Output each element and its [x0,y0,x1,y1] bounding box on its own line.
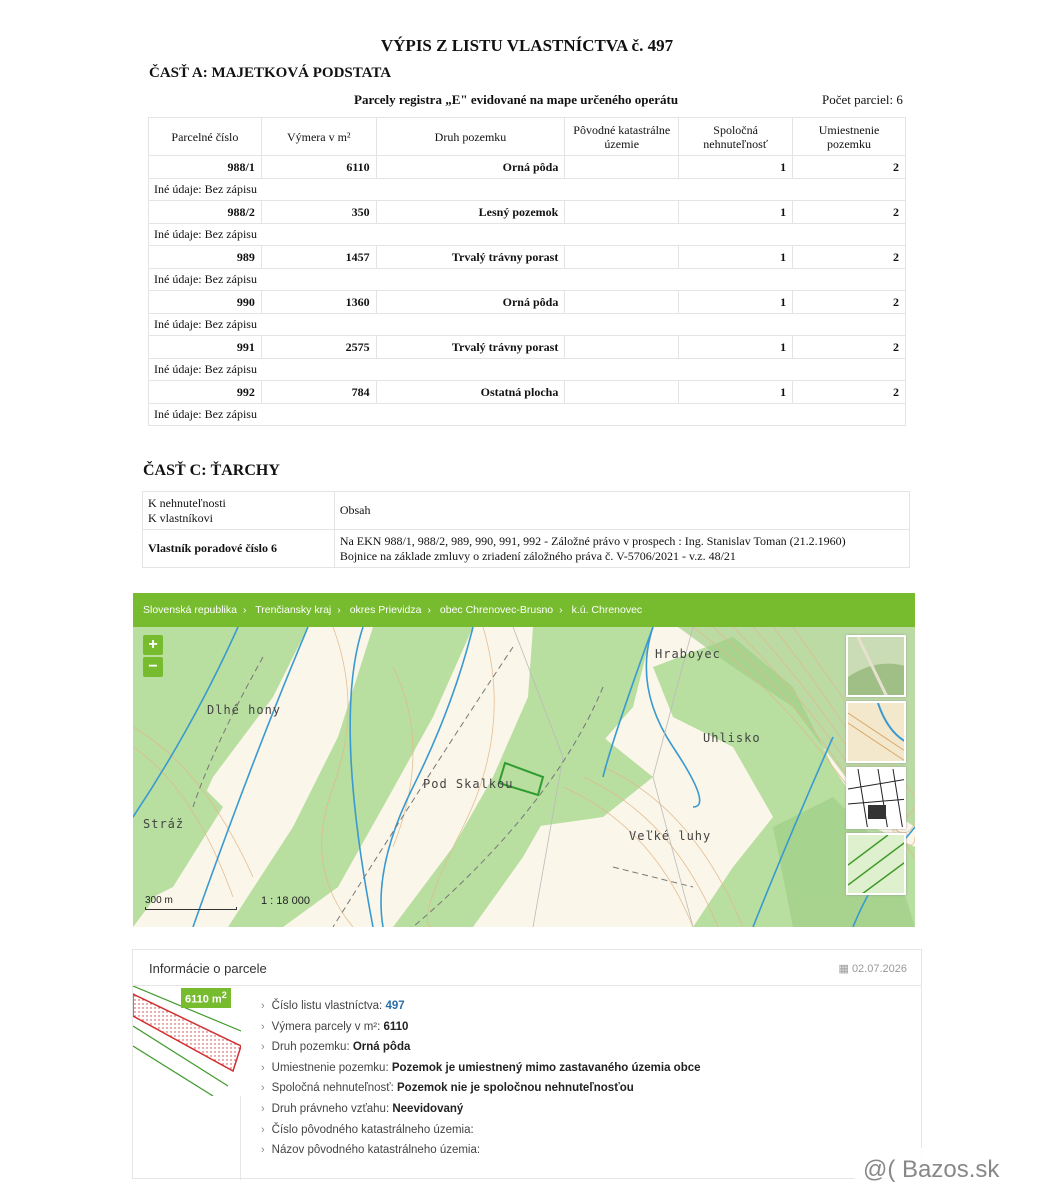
parcel-number-cell: 991 [149,336,262,359]
layer-cadastre-thumb[interactable] [846,767,906,829]
chevron-right-icon: › [261,1144,265,1157]
parcel-shared-cell: 1 [679,201,793,224]
list-item [261,1099,701,1120]
chevron-right-icon: › [261,1020,265,1033]
table-row [149,156,906,179]
table-header-row [149,118,906,156]
chevron-right-icon: › [261,1102,265,1115]
table-row [149,179,906,201]
column-header: Výmera v m² [261,118,376,156]
burdens-table [142,491,910,568]
parcel-info-panel [132,949,922,1179]
section-a-heading: ČASŤ A: MAJETKOVÁ PODSTATA [149,65,392,81]
area-badge [181,988,231,1008]
parcel-type-cell: Ostatná plocha [376,381,565,404]
breadcrumb-separator: › [559,604,563,616]
parcel-other-info: Iné údaje: Bez zápisu [149,359,906,381]
map-label: Pod Skalkou [423,777,514,791]
info-value: 6110 [383,1020,409,1033]
list-item [261,1120,701,1141]
parcel-area-cell: 350 [261,201,376,224]
map-label: Hraboyec [655,647,721,661]
list-item [261,1037,701,1058]
column-header: Pôvodné katastrálne územie [565,118,679,156]
map-label: Dlhé hony [207,703,282,717]
parcel-number-cell: 989 [149,246,262,269]
parcel-count: Počet parciel: 6 [822,92,903,107]
breadcrumb-item[interactable]: obec Chrenovec-Brusno [439,604,554,616]
parcel-other-info: Iné údaje: Bez zápisu [149,404,906,426]
parcel-origin-cell [565,156,679,179]
info-value: Pozemok je umiestnený mimo zastavaného územia obce [391,1061,701,1074]
parcel-info-header [133,950,921,986]
chevron-right-icon: › [261,1000,265,1012]
breadcrumb-item[interactable]: Slovenská republika [143,604,237,616]
parcel-origin-cell [565,291,679,314]
table-row [149,404,906,426]
table-row [149,359,906,381]
table-row [149,224,906,246]
parcel-placement-cell: 2 [793,201,906,224]
burden-head-right: Obsah [334,492,909,530]
parcel-area-cell: 6110 [261,156,376,179]
map-canvas[interactable] [133,627,915,927]
zoom-in-button[interactable]: + [143,635,163,655]
layer-topo-icon [848,703,906,763]
info-label: Druh pozemku: [271,1041,353,1054]
burden-owner: Vlastník poradové číslo 6 [143,530,335,568]
layer-parcels-icon [848,835,906,895]
parcel-placement-cell: 2 [793,291,906,314]
parcels-table [148,117,906,426]
parcel-shared-cell: 1 [679,381,793,404]
scale-ratio: 1 : 18 000 [261,895,310,907]
calendar-icon: ▦ [838,963,852,975]
chevron-right-icon: › [261,1041,265,1054]
breadcrumb-item[interactable]: k.ú. Chrenovec [571,604,643,616]
parcel-other-info: Iné údaje: Bez zápisu [149,269,906,291]
layer-orthophoto-icon [848,637,906,697]
map-scale-bar [145,895,237,910]
map-label: Veľké luhy [629,829,712,843]
info-label: Názov pôvodného katastrálneho územia: [271,1144,481,1157]
burden-text-2: Bojnice na základe zmluvy o zriadení záložného práva č. V-5706/2021 - v.z. 48/21 [339,548,736,563]
parcel-origin-cell [565,246,679,269]
parcel-number-cell: 988/1 [149,156,262,179]
parcel-shared-cell: 1 [679,156,793,179]
info-label: Číslo pôvodného katastrálneho územia: [271,1123,474,1136]
section-c-heading: ČASŤ C: ŤARCHY [143,462,280,479]
table-row [149,269,906,291]
parcel-area-cell: 784 [261,381,376,404]
burden-head-left-2: K vlastníkovi [148,510,213,525]
layer-cadastre-icon [848,769,906,829]
chevron-right-icon: › [261,1123,265,1136]
parcel-origin-cell [565,381,679,404]
parcel-placement-cell: 2 [793,336,906,359]
layer-parcels-thumb[interactable] [846,833,906,895]
list-item [261,1140,701,1161]
table-row [149,381,906,404]
layer-orthophoto-thumb[interactable] [846,635,906,697]
parcel-number-cell: 992 [149,381,262,404]
breadcrumb-item[interactable]: okres Prievidza [349,604,422,616]
map-label: Uhlisko [703,731,761,745]
breadcrumb-separator: › [337,604,341,616]
table-row [149,201,906,224]
breadcrumb-separator: › [427,604,431,616]
table-row [143,492,910,530]
info-label: Umiestnenie pozemku: [271,1061,392,1074]
info-label: Druh právneho vzťahu: [271,1102,393,1115]
info-value: Pozemok nie je spoločnou nehnuteľnosťou [397,1082,634,1095]
breadcrumb-item[interactable]: Trenčiansky kraj [255,604,332,616]
parcel-placement-cell: 2 [793,156,906,179]
table-row [149,291,906,314]
parcel-type-cell: Orná pôda [376,291,565,314]
breadcrumb-separator: › [242,604,247,616]
parcels-caption: Parcely registra „E" evidované na mape určeného operátu [354,92,679,107]
parcel-thumbnail[interactable] [133,986,241,1180]
list-item [261,1078,701,1099]
table-row [149,336,906,359]
parcel-shared-cell: 1 [679,246,793,269]
info-label: Spoločná nehnuteľnosť: [271,1082,397,1095]
bazos-watermark: @( Bazos.sk [853,1148,1049,1194]
list-item [261,1017,701,1038]
burden-content [334,530,909,568]
map-label: Stráž [143,817,185,831]
parcel-other-info: Iné údaje: Bez zápisu [149,314,906,336]
parcel-type-cell: Trvalý trávny porast [376,336,565,359]
topographic-map [133,627,915,927]
parcel-type-cell: Orná pôda [376,156,565,179]
scale-text: 300 m [145,895,173,906]
parcel-other-info: Iné údaje: Bez zápisu [149,179,906,201]
parcel-other-info: Iné údaje: Bez zápisu [149,224,906,246]
column-header: Spoločná nehnuteľnosť [679,118,793,156]
table-row [149,314,906,336]
list-item [261,996,701,1017]
area-badge-value: 6110 m [185,993,222,1006]
list-item [261,1058,701,1079]
parcel-area-cell: 1457 [261,246,376,269]
burden-text-1: Na EKN 988/1, 988/2, 989, 990, 991, 992 - Záložné právo v prospech : Ing. Stanislav Toman (21.2.1960) [339,533,846,548]
zoom-out-button[interactable]: − [143,657,163,677]
info-label: Číslo listu vlastníctva: [271,1000,386,1012]
parcel-placement-cell: 2 [793,246,906,269]
parcel-origin-cell [565,201,679,224]
parcel-shared-cell: 1 [679,291,793,314]
chevron-right-icon: › [261,1082,265,1095]
parcel-area-cell: 1360 [261,291,376,314]
column-header: Druh pozemku [376,118,565,156]
info-value: Neevidovaný [392,1102,464,1115]
document-title: VÝPIS Z LISTU VLASTNÍCTVA č. 497 [380,36,674,55]
area-badge-sup: 2 [221,990,227,1000]
scale-line [145,907,237,910]
parcels-body [149,156,906,426]
parcel-info-title: Informácie o parcele [149,961,267,976]
burden-head-left-1: K nehnuteľnosti [148,495,226,510]
date-value: 02.07.2026 [851,963,907,975]
chevron-right-icon: › [261,1061,265,1074]
parcel-number-cell: 990 [149,291,262,314]
info-value: Orná pôda [352,1041,411,1054]
parcel-type-cell: Trvalý trávny porast [376,246,565,269]
parcel-type-cell: Lesný pozemok [376,201,565,224]
parcel-info-date [838,962,907,975]
parcel-origin-cell [565,336,679,359]
layer-topo-thumb[interactable] [846,701,906,763]
table-row [149,246,906,269]
info-label: Výmera parcely v m²: [271,1020,384,1033]
column-header: Umiestnenie pozemku [793,118,906,156]
burden-head-left [143,492,335,530]
parcel-shared-cell: 1 [679,336,793,359]
parcel-area-cell: 2575 [261,336,376,359]
column-header: Parcelné číslo [149,118,262,156]
table-row [143,530,910,568]
parcel-placement-cell: 2 [793,381,906,404]
parcel-number-cell: 988/2 [149,201,262,224]
map-panel[interactable] [133,593,915,927]
parcel-info-list [261,996,701,1161]
breadcrumb [133,593,915,627]
info-value[interactable]: 497 [385,1000,405,1012]
